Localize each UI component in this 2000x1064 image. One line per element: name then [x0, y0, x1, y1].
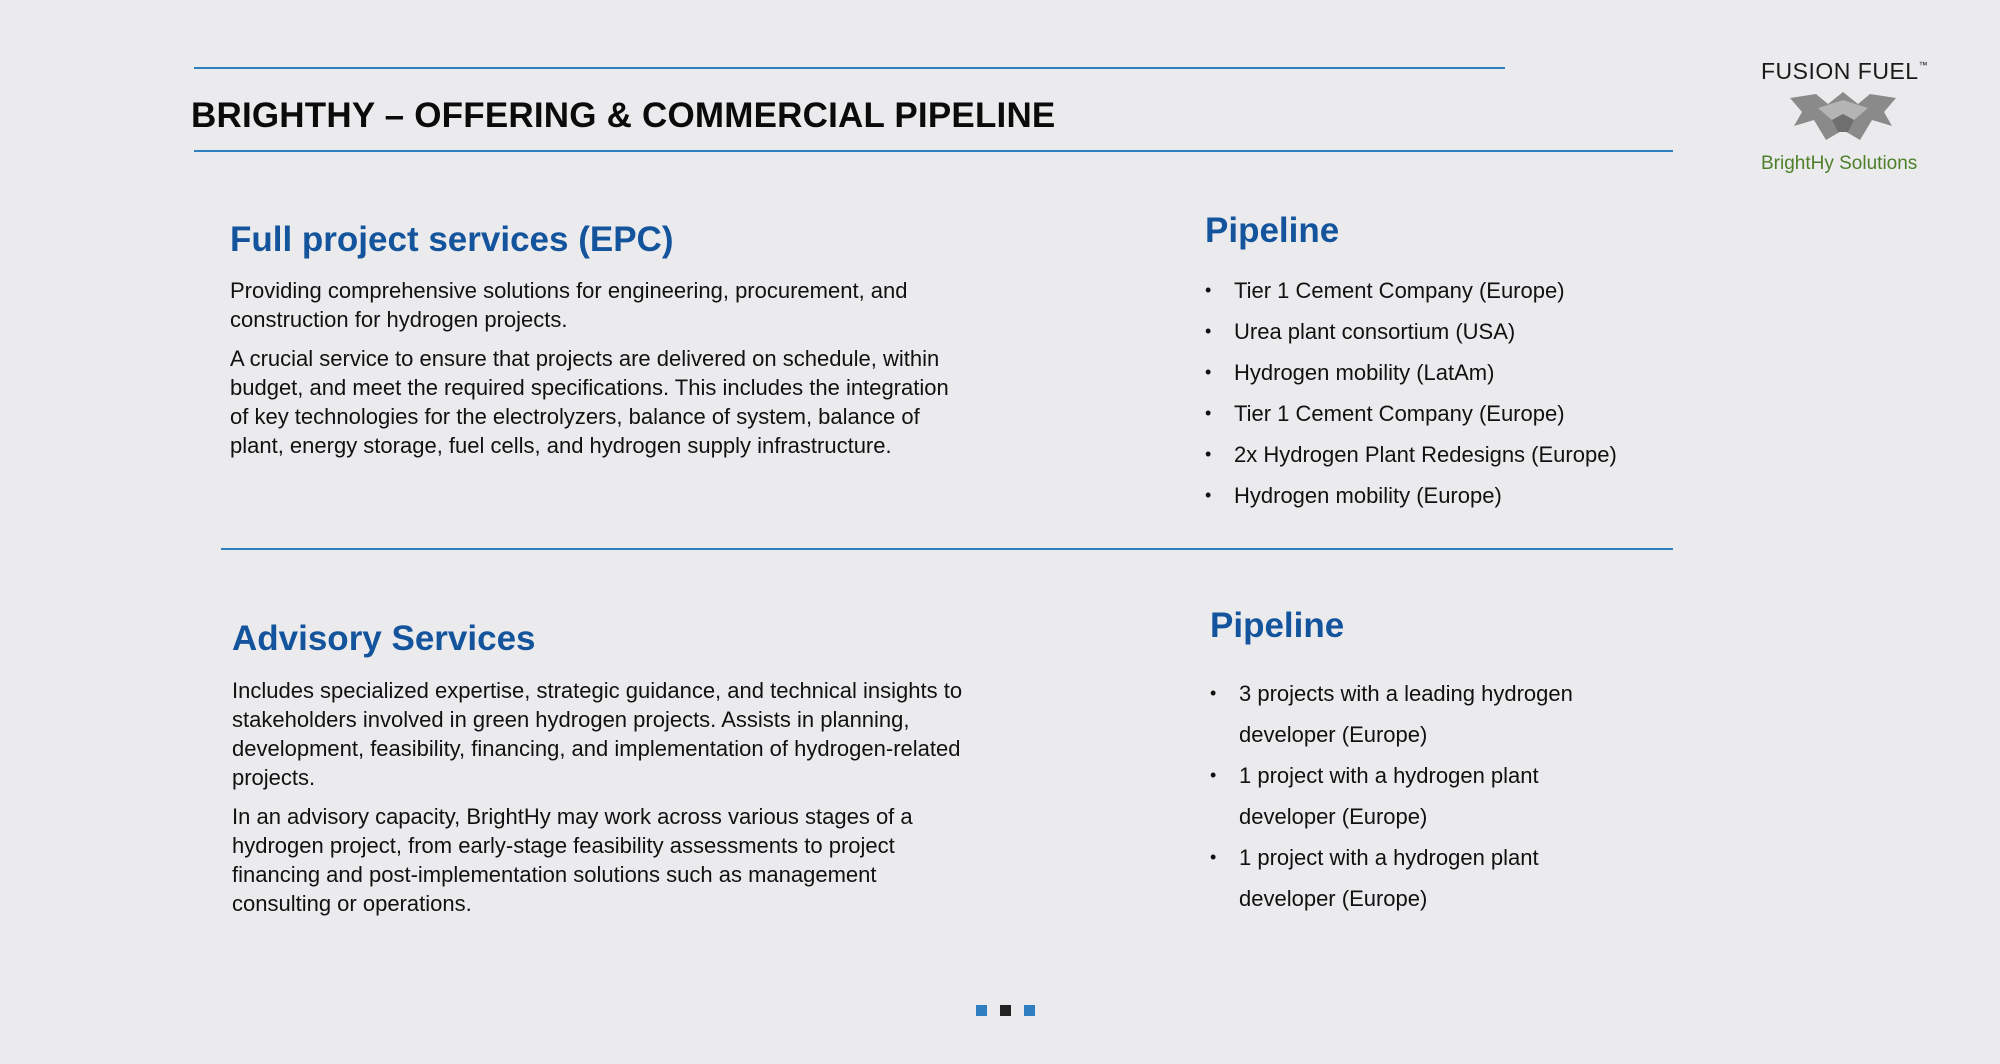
list-item: • Hydrogen mobility (LatAm): [1205, 352, 1685, 393]
pager-dot: [1024, 1005, 1035, 1016]
epc-pipeline-list: [1205, 270, 1685, 516]
logo-tagline: BrightHy Solutions: [1761, 153, 1918, 174]
logo-wordmark: FUSION FUEL™: [1761, 58, 1929, 84]
pager-dot: [976, 1005, 987, 1016]
list-item: • 1 project with a hydrogen plant developer (Europe): [1210, 837, 1590, 919]
epc-heading: Full project services (EPC): [230, 220, 674, 259]
title-underline: [194, 150, 1673, 152]
fusion-fuel-logo: [1752, 54, 1952, 184]
advisory-paragraph-1: Includes specialized expertise, strategic guidance, and technical insights to stakeholders involved in green hydrogen projects. Assists in planning, development, feasibility, financing, and implementation of hydrogen-related projects.: [232, 678, 963, 790]
list-item: • 1 project with a hydrogen plant developer (Europe): [1210, 755, 1590, 837]
epc-pipeline-heading: Pipeline: [1205, 211, 1340, 250]
advisory-pipeline-heading: Pipeline: [1210, 606, 1345, 645]
list-item: • Hydrogen mobility (Europe): [1205, 475, 1685, 516]
top-rule: [194, 67, 1505, 69]
list-item: • Tier 1 Cement Company (Europe): [1205, 393, 1685, 434]
list-item: • Tier 1 Cement Company (Europe): [1205, 270, 1685, 311]
fusion-fuel-emblem-icon: [1788, 90, 1898, 146]
advisory-pipeline-list: [1210, 673, 1590, 919]
epc-paragraph-1: Providing comprehensive solutions for engineering, procurement, and construction for hydrogen projects.: [230, 278, 908, 332]
advisory-heading: Advisory Services: [232, 619, 536, 658]
pager-dot: [1000, 1005, 1011, 1016]
slide-pager: [976, 1005, 1035, 1016]
section-divider: [221, 548, 1673, 550]
epc-paragraph-2: A crucial service to ensure that projects are delivered on schedule, within budget, and meet the required specifications. This includes the integration of key technologies for the electrolyzers, balance of system, balance of plant, energy storage, fuel cells, and hydrogen supply infrastructure.: [230, 346, 949, 458]
slide-title: BRIGHTHY – OFFERING & COMMERCIAL PIPELINE: [191, 96, 1056, 135]
advisory-paragraph-2: In an advisory capacity, BrightHy may work across various stages of a hydrogen project, from early-stage feasibility assessments to project financing and post-implementation solutions such as management consulting or operations.: [232, 804, 913, 916]
list-item: • Urea plant consortium (USA): [1205, 311, 1685, 352]
list-item: • 2x Hydrogen Plant Redesigns (Europe): [1205, 434, 1685, 475]
list-item: • 3 projects with a leading hydrogen developer (Europe): [1210, 673, 1590, 755]
